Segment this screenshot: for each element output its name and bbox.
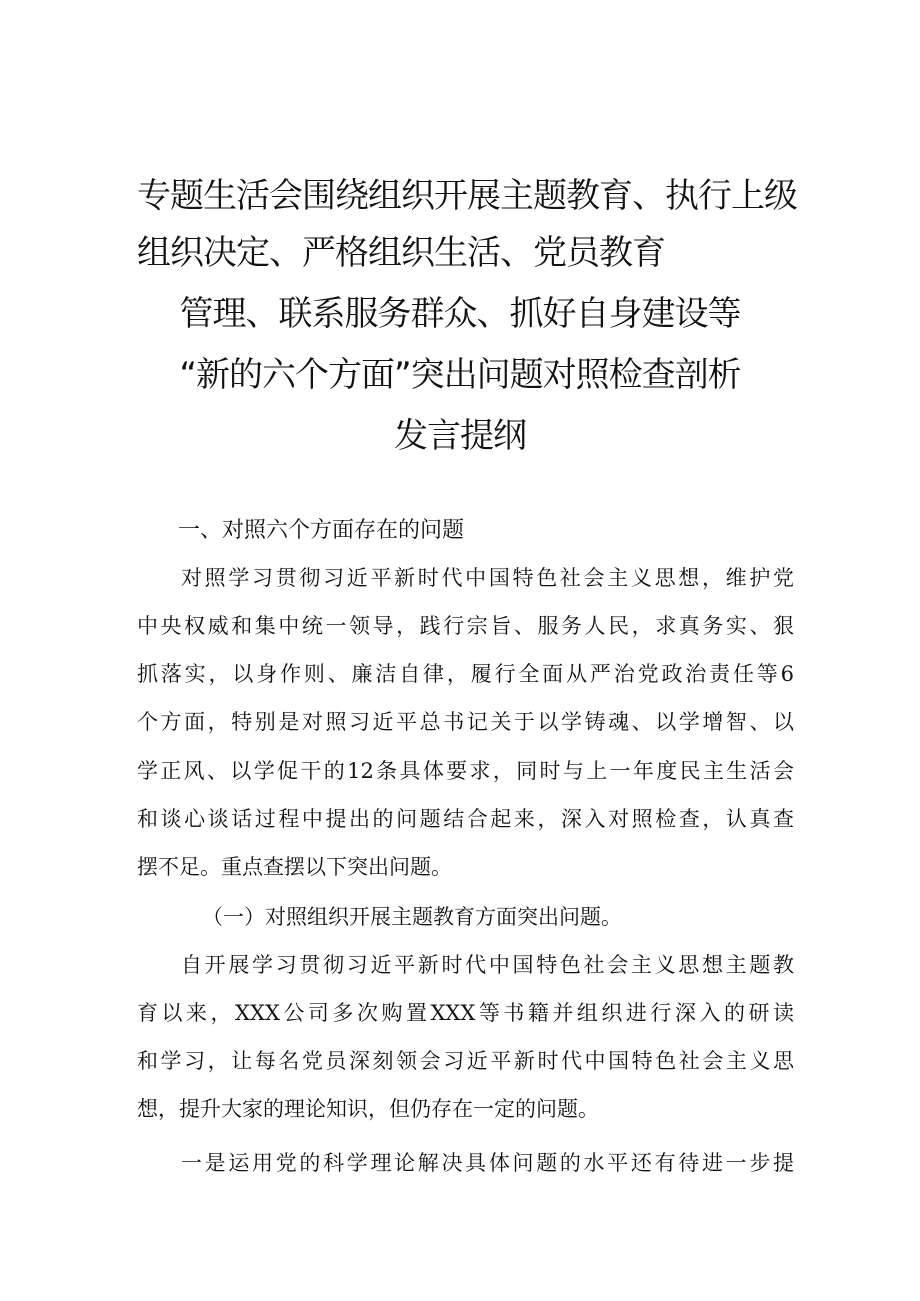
subsection-heading: （一）对照组织开展主题教育方面突出问题。 xyxy=(202,905,622,929)
title-line-1: 专题生活会围绕组织开展主题教育、执行上级 xyxy=(137,176,797,216)
paragraph-line: 个方面，特别是对照习近平总书记关于以学铸魂、以学增智、以 xyxy=(137,710,794,734)
paragraph-line: 育以来，XXX公司多次购置XXX等书籍并组织进行深入的研读 xyxy=(137,1001,794,1025)
title-line-4: “新的六个方面”突出问题对照检查剖析 xyxy=(179,355,741,395)
paragraph-line: 摆不足。重点查摆以下突出问题。 xyxy=(137,855,452,879)
paragraph-line: 对照学习贯彻习近平新时代中国特色社会主义思想，维护党 xyxy=(181,566,794,590)
title-line-2: 组织决定、严格组织生活、党员教育 xyxy=(137,233,665,273)
paragraph-line: 想，提升大家的理论知识，但仍存在一定的问题。 xyxy=(137,1097,599,1121)
paragraph-line: 学正风、以学促干的12条具体要求，同时与上一年度民主生活会 xyxy=(137,759,794,783)
paragraph-line: 自开展学习贯彻习近平新时代中国特色社会主义思想主题教 xyxy=(181,953,794,977)
paragraph-line: 一是运用党的科学理论解决具体问题的水平还有待进一步提 xyxy=(181,1151,794,1175)
title-line-3: 管理、联系服务群众、抓好自身建设等 xyxy=(179,294,741,334)
paragraph-line: 和谈心谈话过程中提出的问题结合起来，深入对照检查，认真查 xyxy=(137,807,794,831)
paragraph-line: 和学习，让每名党员深刻领会习近平新时代中国特色社会主义思 xyxy=(137,1049,794,1073)
paragraph-line: 中央权威和集中统一领导，践行宗旨、服务人民，求真务实、狠 xyxy=(137,614,794,638)
title-line-5: 发言提纲 xyxy=(394,416,526,456)
section-heading: 一、对照六个方面存在的问题 xyxy=(178,518,465,543)
paragraph-line: 抓落实，以身作则、廉洁自律，履行全面从严治党政治责任等6 xyxy=(137,662,794,686)
